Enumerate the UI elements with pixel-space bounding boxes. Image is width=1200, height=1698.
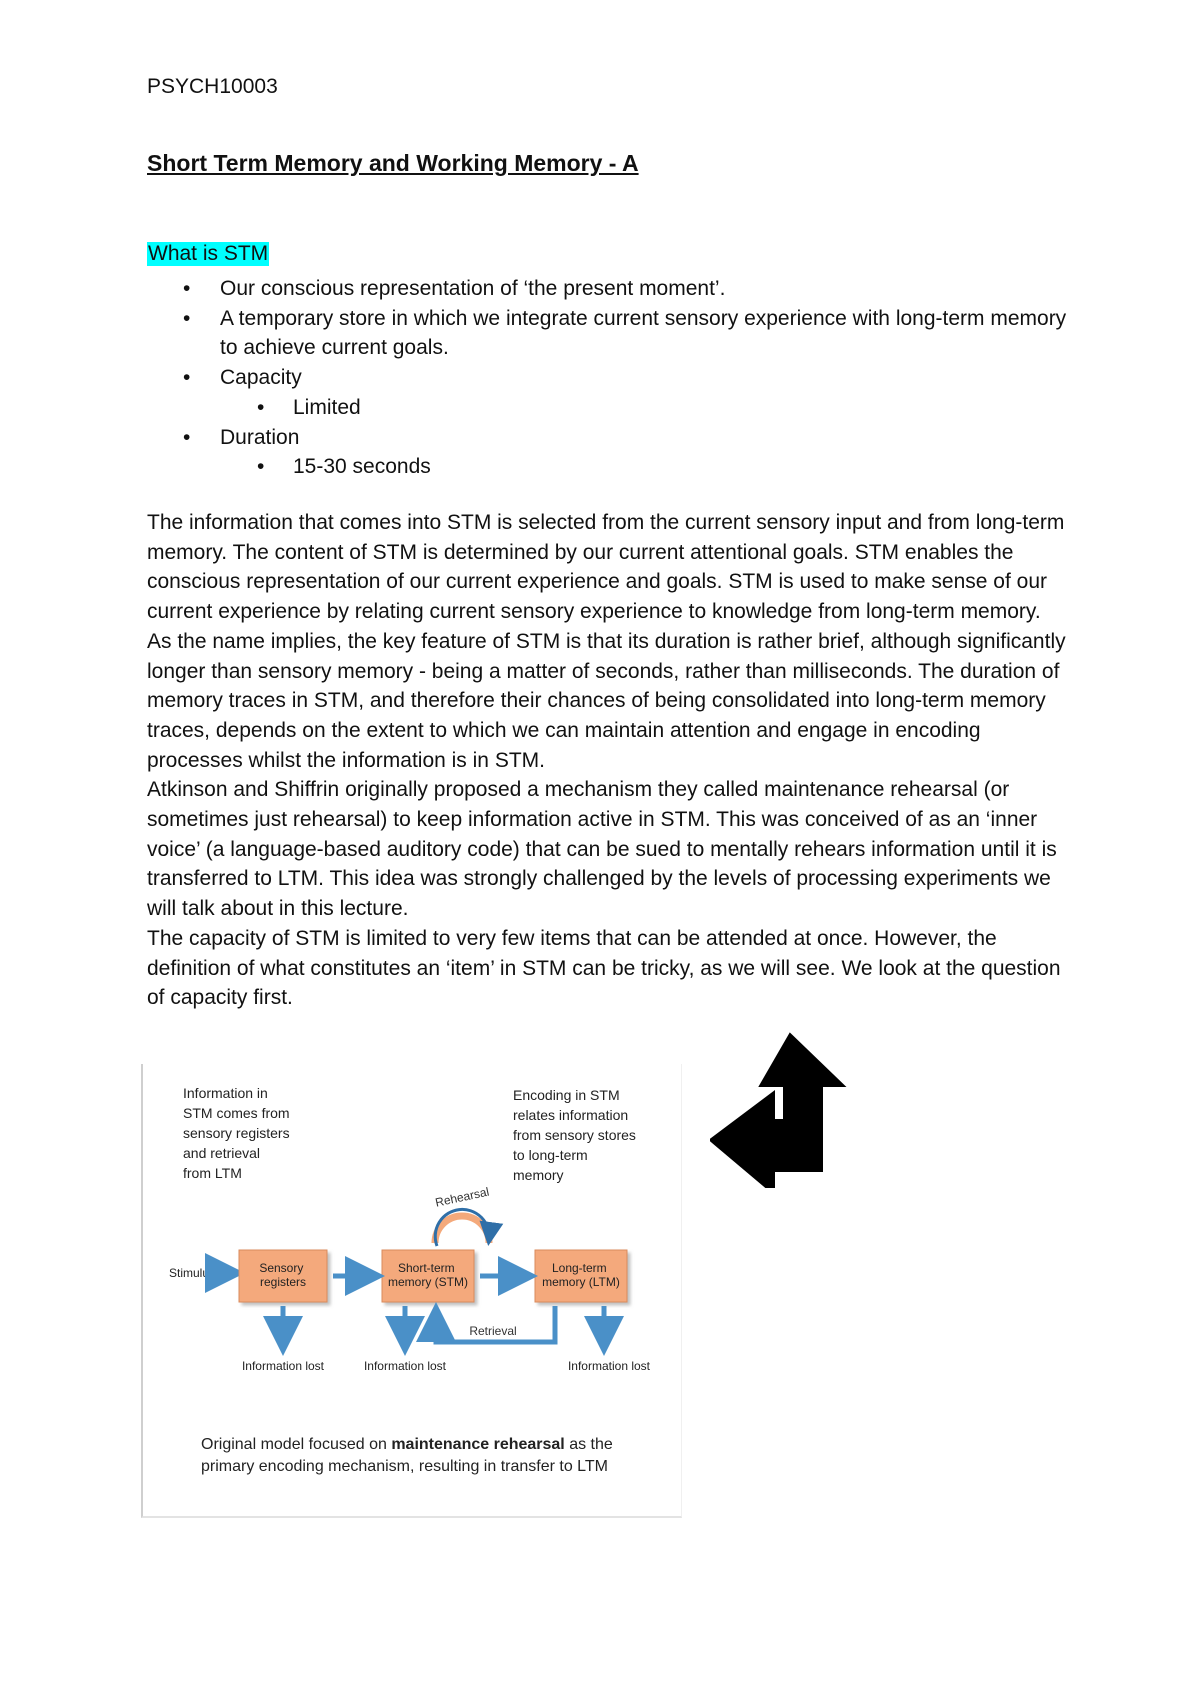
bullet-dot-icon: • (183, 277, 191, 300)
caption-text: as the primary encoding mechanism, resulting in transfer to LTM (201, 1436, 613, 1475)
bullet-item (147, 274, 1087, 304)
bullet-text: Limited (293, 395, 361, 419)
bullet-item (147, 393, 1087, 423)
sensory-registers-label: Sensory registers (259, 1261, 307, 1289)
lost-label-3: Information lost (567, 1359, 651, 1373)
section-heading: What is STM (148, 242, 269, 265)
bullet-dot-icon: • (257, 455, 265, 479)
bullet-text: 15-30 seconds (293, 455, 431, 479)
bullet-item (147, 452, 1087, 482)
bullet-item (147, 304, 1087, 363)
bullet-text: Our conscious representation of ‘the present moment’. (220, 277, 726, 300)
bullet-dot-icon: • (183, 306, 191, 330)
figure-caption (201, 1434, 641, 1478)
bullet-text: A temporary store in which we integrate current sensory experience with long-term memory to achieve current goals. (220, 306, 1067, 360)
bullet-list (147, 274, 1087, 482)
rehearsal-loop (435, 1216, 489, 1243)
bullet-item (147, 423, 1087, 453)
bullet-dot-icon: • (183, 366, 191, 390)
retrieval-label: Retrieval (469, 1324, 517, 1338)
bullet-dot-icon: • (257, 395, 265, 419)
paragraph: The information that comes into STM is selected from the current sensory input and from long-term memory. The content of STM is determined by our current attentional goals. STM enables the conscious representation of our current experience and goals. STM is used to make sense of our current experience by relating current sensory experience to knowledge from long-term memory. (147, 511, 1065, 624)
bullet-dot-icon: • (183, 425, 191, 449)
note-left: Information in STM comes from sensory registers and retrieval from LTM (183, 1085, 290, 1181)
stimulus-label: Stimulus (169, 1266, 216, 1280)
rehearsal-label: Rehearsal (433, 1184, 491, 1210)
page-title: Short Term Memory and Working Memory - A (147, 150, 639, 176)
caption-text: Original model focused on (201, 1436, 392, 1453)
bullet-item (147, 363, 1087, 393)
lost-label-1: Information lost (241, 1359, 325, 1373)
stm-label: Short-term memory (STM) (388, 1261, 468, 1289)
bullet-text: Capacity (220, 366, 302, 390)
bullet-text: Duration (220, 425, 300, 449)
lost-label-2: Information lost (363, 1359, 447, 1373)
body-text (147, 508, 1077, 1013)
paragraph: Atkinson and Shiffrin originally proposed a mechanism they called maintenance rehearsal (or sometimes just rehearsal) to keep information active in STM. This was conceived of as an ‘inner voice’ (a language-based auditory code) that can be sued to mentally rehears information until it is transferred to LTM. This idea was strongly challenged by the levels of processing experiments we will talk about in this lecture. (147, 778, 1057, 921)
paragraph: The capacity of STM is limited to very few items that can be attended at once. However, the definition of what constitutes an ‘item’ in STM can be tricky, as we will see. We look at the question of capacity first. (147, 926, 1061, 1010)
return-arrow-icon (710, 1028, 850, 1188)
paragraph: As the name implies, the key feature of STM is that its duration is rather brief, although significantly longer than sensory memory - being a matter of seconds, rather than milliseconds. The duration of memory traces in STM, and therefore their chances of being consolidated into long-term memory traces, depends on the extent to which we can maintain attention and engage in encoding processes whilst the information is in STM. (147, 629, 1066, 772)
memory-model-figure (141, 1064, 682, 1518)
note-right: Encoding in STM relates information from sensory stores to long-term memory (513, 1087, 636, 1183)
ltm-label: Long-term memory (LTM) (542, 1261, 620, 1289)
course-code: PSYCH10003 (147, 75, 278, 98)
caption-bold: maintenance rehearsal (391, 1436, 565, 1453)
